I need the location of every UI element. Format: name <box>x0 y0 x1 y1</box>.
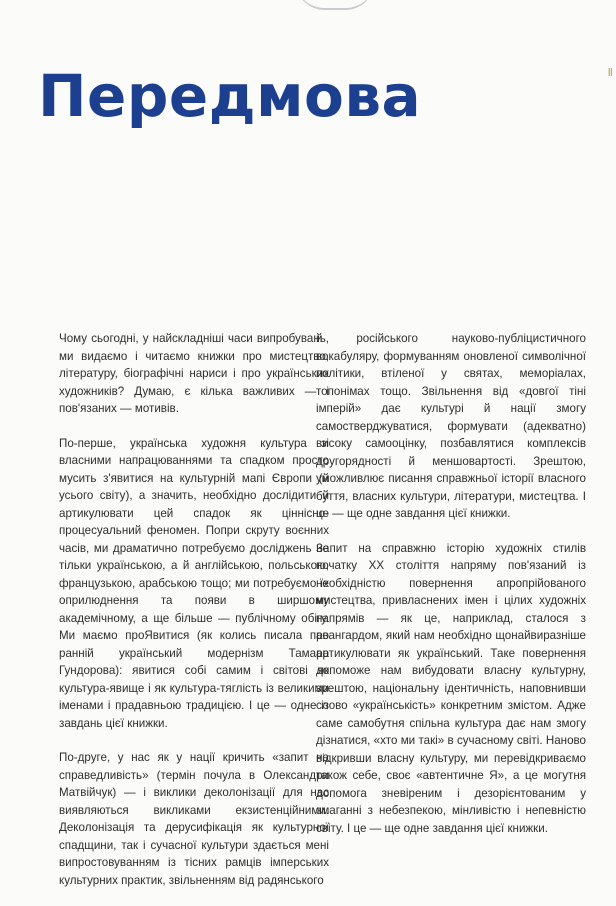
paragraph: По-друге, у нас як у нації кричить «запит на справедливість» (термін почула в Олександри Матвійчук) — і виклики деколонізації для нас виявляються викликами екзистенційними. Деколонізація та дерусифікація як культурної спадщини, так і сучасної культури здається мені випростовуванням із тісних рамців імперських культурних практик, звільненням від радянського <box>59 751 329 887</box>
paragraph: Запит на справжню історію художніх стилів початку XX століття напряму пов'язаний із необхідністю повернення апропрійованого мистецтва, привласнених імен і цілих художніх напрямів — як це, наприклад, сталося з авангардом, який нам необхідно щонайвиразніше артикулювати як український. Таке повернення допоможе нам вибудовати власну культурну, зрештою, національну ідентичність, наповнивши слово «українськість» конкретним змістом. Адже саме самобутня спільна культура дає нам змогу дізнатися, «хто ми такі» в сучасному світі. Наново відкривши власну культуру, ми перевідкриваємо також себе, своє «автентичне Я», а це могутня допомога зневіреним і дезорієнтованим у змаганні з небезпекою, мінливістю і непевністю світу. І це — ще одне завдання цієї книжки. <box>316 541 586 835</box>
decorative-arc <box>295 0 375 10</box>
paragraph: По-перше, українська художня культура зі власними напрацюваннями та спадком просто мусить з'явитися на культурній мапі Європи (й усього світу), а значить, необхідно дослідити й артикулювати цей спадок як ціннісно-процесуальний феномен. Попри скруту воєнних часів, ми драматично потребуємо досліджень не тільки українською, а й англійською, польською, французькою, арабською тощо; ми потребуємо їх оприлюднення та появи в ширшому академічному, а ще більше — публічному обігу. Ми маємо проЯвитися (як колись писала про ранній український модернізм Тамара Гундорова): явитися собі самим і світові як культура-явище і як культура-тяглість із великими іменами і прадавньою традицією. І це — одне із завдань цієї книжки. <box>59 436 329 730</box>
right-column <box>316 330 586 854</box>
left-column <box>59 330 329 906</box>
paragraph: Чому сьогодні, у найскладніші часи випробувань, ми видаємо і читаємо книжки про мистецтво, літературу, біографічні нариси і про українських художників? Думаю, є кілька важливих — і пов'язаних — мотивів. <box>59 332 329 415</box>
page-edge-mark: Ⅱ <box>607 67 614 79</box>
page-title: Передмова <box>38 62 422 130</box>
paragraph: й російського науково-публіцистичного вокабуляру, формуванням оновленої символічної політики, втіленої у святах, меморіалах, топонімах тощо. Звільнення від «довгої тіні імперій» дає культурі й нації змогу самостверджуватися, формувати (адекватно) високу самооцінку, позбавлятися комплексів другорядності й меншовартості. Зрештою, уможливлює писання справжньої історії власного буття, власних культури, літератури, мистецтва. І це — ще одне завдання цієї книжки. <box>316 332 586 520</box>
